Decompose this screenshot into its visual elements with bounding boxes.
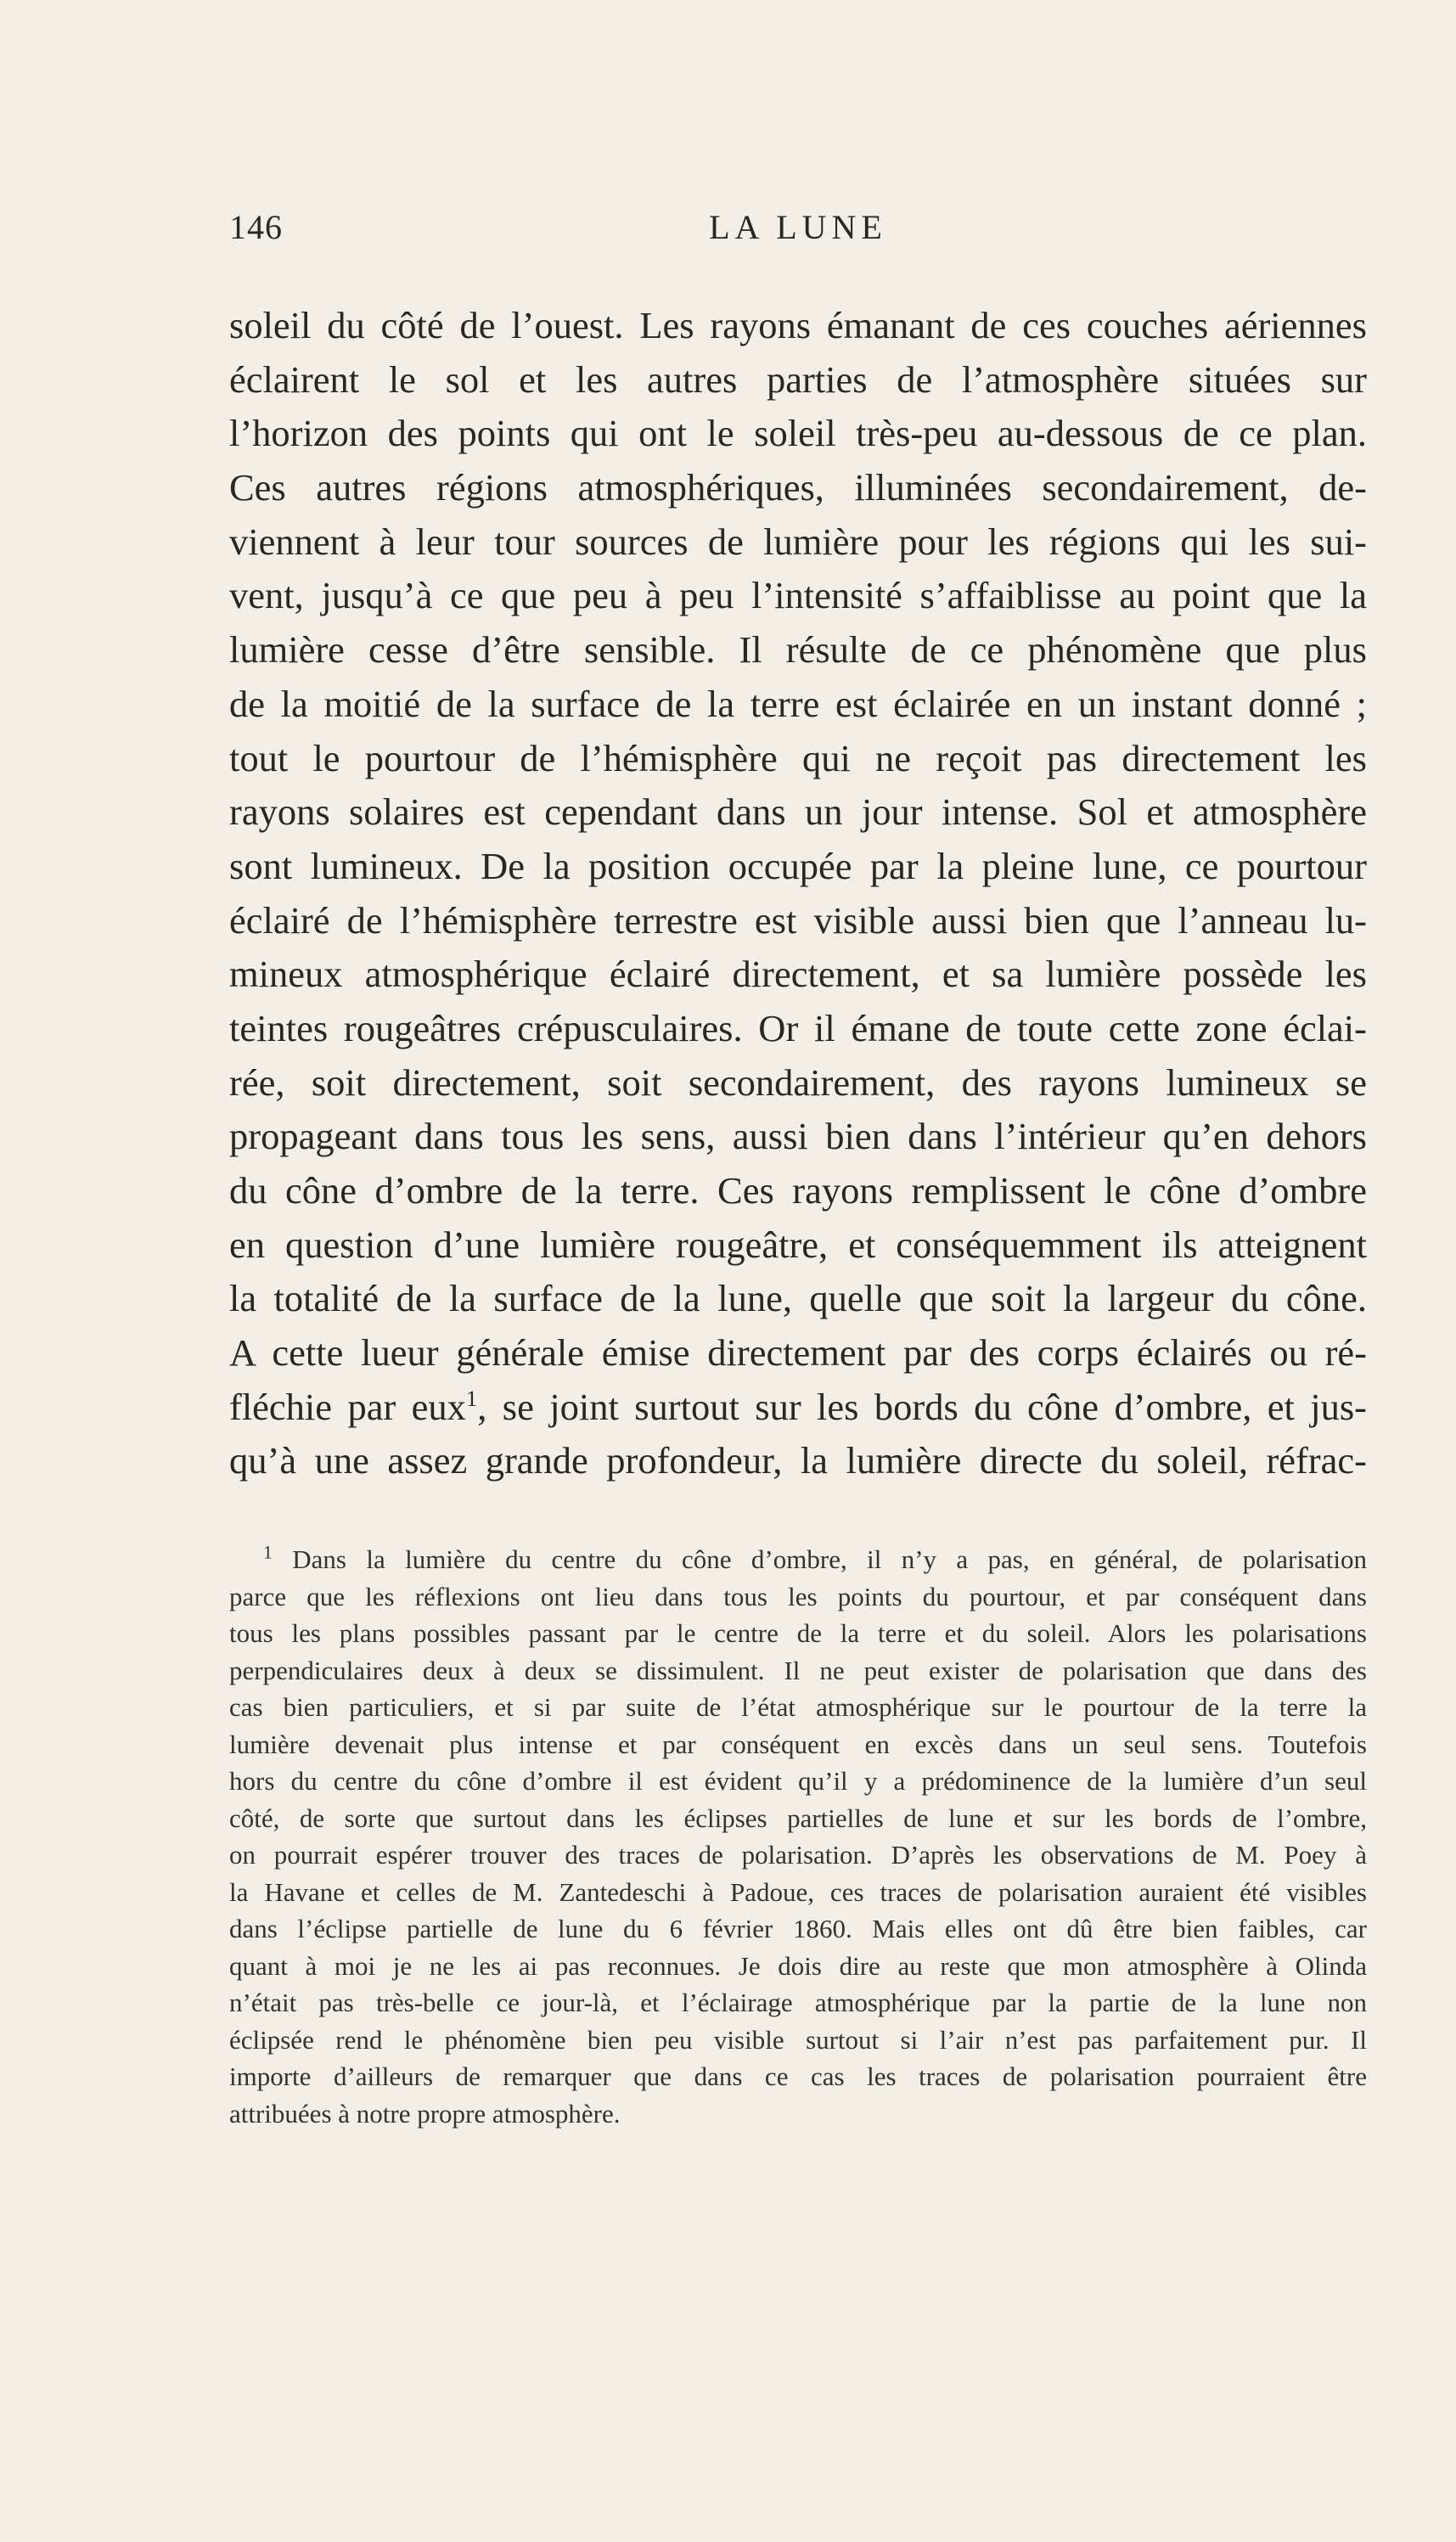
- body-line-end: , se joint surtout sur les bords du cône d’ombre, et jus-: [477, 1385, 1367, 1428]
- body-line: viennent à leur tour sources de lumière pour les régions qui les sui-: [229, 520, 1367, 563]
- footnote-line-first: [229, 1541, 1367, 1578]
- footnote-line: quant à moi je ne les ai pas reconnues. Je dois dire au reste que mon atmosphère à Olinda: [229, 1950, 1367, 1981]
- body-line: l’horizon des points qui ont le soleil très-peu au-dessous de ce plan.: [229, 412, 1367, 455]
- page-header: [229, 207, 1367, 258]
- footnote-line: lumière devenait plus intense et par conséquent en excès dans un seul sens. Toutefois: [229, 1729, 1367, 1759]
- body-line: éclairent le sol et les autres parties de l’atmosphère situées sur: [229, 357, 1367, 401]
- footnote-text: Dans la lumière du centre du cône d’ombre, il n’y a pas, en général, de polarisation: [292, 1544, 1368, 1574]
- footnote-line: cas bien particuliers, et si par suite de l’état atmosphérique sur le pourtour de la terre la: [229, 1692, 1367, 1722]
- page-number: 146: [229, 208, 283, 246]
- body-line: sont lumineux. De la position occupée par la pleine lune, ce pourtour: [229, 844, 1367, 887]
- footnote-ref[interactable]: 1: [465, 1385, 478, 1411]
- body-line: propageant dans tous les sens, aussi bien dans l’intérieur qu’en dehors: [229, 1115, 1367, 1158]
- footnote: [229, 1541, 1367, 2132]
- body-line: rayons solaires est cependant dans un jour intense. Sol et atmosphère: [229, 790, 1367, 834]
- body-line: A cette lueur générale émise directement par des corps éclairés ou ré-: [229, 1331, 1367, 1375]
- body-line: du cône d’ombre de la terre. Ces rayons remplissent le cône d’ombre: [229, 1169, 1367, 1212]
- footnote-line: éclipsée rend le phénomène bien peu visible surtout si l’air n’est pas parfaitement pur. Il: [229, 2024, 1367, 2055]
- footnote-line: la Havane et celles de M. Zantedeschi à Padoue, ces traces de polarisation auraient été visibles: [229, 1876, 1367, 1907]
- body-line: lumière cesse d’être sensible. Il résulte de ce phénomène que plus: [229, 628, 1367, 672]
- footnote-line: importe d’ailleurs de remarquer que dans ce cas les traces de polarisation pourraient être: [229, 2061, 1367, 2091]
- body-line-with-footnote-ref: [229, 1381, 1367, 1435]
- footnote-line: perpendiculaires deux à deux se dissimulent. Il ne peut exister de polarisation que dans des: [229, 1655, 1367, 1685]
- body-line: rée, soit directement, soit secondairement, des rayons lumineux se: [229, 1060, 1367, 1104]
- main-text: [229, 299, 1367, 1488]
- footnote-line: attribuées à notre propre atmosphère.: [229, 2098, 621, 2129]
- body-line: mineux atmosphérique éclairé directement, et sa lumière possède les: [229, 953, 1367, 996]
- body-line: qu’à une assez grande profondeur, la lumière directe du soleil, réfrac-: [229, 1439, 1367, 1482]
- footnote-line: n’était pas très-belle ce jour-là, et l’éclairage atmosphérique par la partie de la lune non: [229, 1988, 1367, 2017]
- body-line-start: fléchie par eux: [229, 1385, 466, 1428]
- footnote-line: on pourrait espérer trouver des traces de polarisation. D’après les observations de M. Poey à: [229, 1840, 1367, 1870]
- footnote-line: tous les plans possibles passant par le centre de la terre et du soleil. Alors les polarisations: [229, 1618, 1367, 1648]
- footnote-line: côté, de sorte que surtout dans les éclipses partielles de lune et sur les bords de l’ombre,: [229, 1802, 1367, 1833]
- body-line: de la moitié de la surface de la terre est éclairée en un instant donné ;: [229, 682, 1367, 725]
- body-line: tout le pourtour de l’hémisphère qui ne reçoit pas directement les: [229, 736, 1367, 779]
- footnote-line: parce que les réflexions ont lieu dans tous les points du pourtour, et par conséquent dans: [229, 1581, 1367, 1611]
- body-line: en question d’une lumière rougeâtre, et conséquemment ils atteignent: [229, 1223, 1367, 1266]
- footnote-line: hors du centre du cône d’ombre il est évident qu’il y a prédominence de la lumière d’un seul: [229, 1766, 1367, 1796]
- running-title: LA LUNE: [709, 208, 887, 246]
- body-line: Ces autres régions atmosphériques, illuminées secondairement, de-: [229, 466, 1367, 509]
- footnote-line: dans l’éclipse partielle de lune du 6 février 1860. Mais elles ont dû être bien faibles, car: [229, 1914, 1367, 1943]
- body-line: soleil du côté de l’ouest. Les rayons émanant de ces couches aériennes: [229, 304, 1367, 346]
- body-line: teintes rougeâtres crépusculaires. Or il émane de toute cette zone éclai-: [229, 1006, 1367, 1049]
- body-line: la totalité de la surface de la lune, quelle que soit la largeur du cône.: [229, 1277, 1367, 1320]
- body-line: éclairé de l’hémisphère terrestre est visible aussi bien que l’anneau lu-: [229, 898, 1367, 942]
- footnote-marker: 1: [263, 1542, 273, 1563]
- body-line: vent, jusqu’à ce que peu à peu l’intensité s’affaiblisse au point que la: [229, 574, 1367, 617]
